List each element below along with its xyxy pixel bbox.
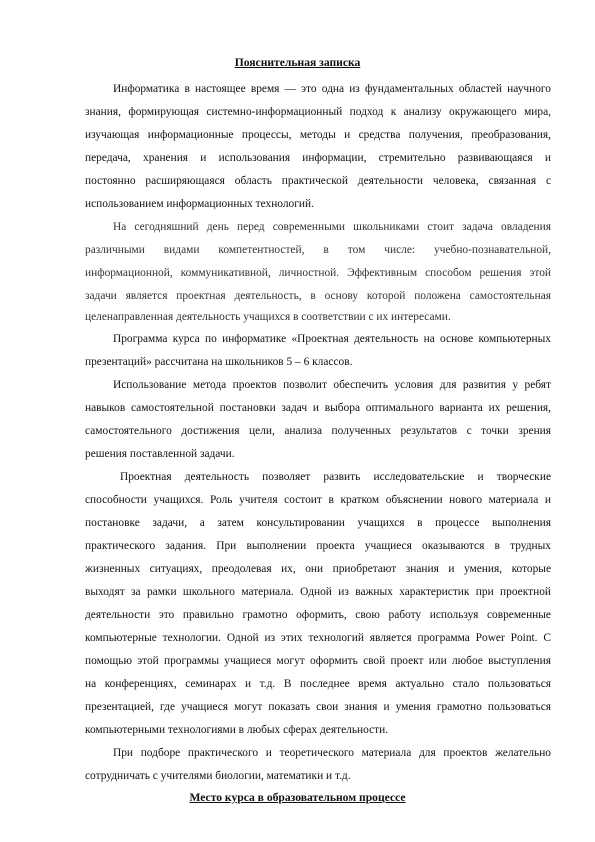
paragraph-5-line-3: постановке задачи, а затем консультировании учащихся в процессе выполнения xyxy=(85,517,551,529)
paragraph-1-line-3: изучающая информационные процессы, методы и средства получения, преобразования, xyxy=(85,129,551,141)
paragraph-4-line-4: решения поставленной задачи. xyxy=(85,448,235,460)
paragraph-5-line-4: практического задания. При выполнении проекта учащиеся оказываются в трудных xyxy=(85,540,551,552)
paragraph-2-line-1: На сегодняшний день перед современными школьниками стоит задача овладения xyxy=(113,221,551,233)
paragraph-5-line-2: способности учащихся. Роль учителя состоит в кратком объяснении нового материала и xyxy=(85,494,551,506)
paragraph-2-line-5: целенаправленная деятельность учащихся в соответствии с их интересами. xyxy=(85,311,451,323)
paragraph-1-line-2: знания, формирующая системно-информационный подход к анализу окружающего мира, xyxy=(85,106,551,118)
paragraph-5-line-11: презентацией, где учащиеся могут показать свои знания и умения грамотно пользоваться xyxy=(85,701,551,713)
paragraph-6-line-1: При подборе практического и теоретического материала для проектов желательно xyxy=(113,747,551,759)
paragraph-1-line-4: передача, хранения и использования информации, стремительно развивающаяся и xyxy=(85,152,551,164)
paragraph-4-line-2: навыков самостоятельной постановки задач и выбора оптимального варианта их решения, xyxy=(85,402,551,414)
paragraph-4-line-3: самостоятельного достижения цели, анализа полученных результатов с точки зрения xyxy=(85,425,551,437)
page-title: Пояснительная записка xyxy=(234,56,361,69)
paragraph-1-line-5: постоянно расширяющаяся область практической деятельности человека, связанная с xyxy=(85,175,551,187)
paragraph-2-line-3: информационной, коммуникативной, личностной. Эффективным способом решения этой xyxy=(85,267,551,279)
paragraph-1-line-6: использованием информационных технологий. xyxy=(85,198,314,210)
paragraph-4-line-1: Использование метода проектов позволит обеспечить условия для развития у ребят xyxy=(113,379,551,391)
paragraph-3-line-2: презентаций» рассчитана на школьников 5 – 6 классов. xyxy=(85,356,353,368)
paragraph-5-line-8: компьютерные технологии. Одной из этих технологий является программа Power Point. С xyxy=(85,632,551,644)
paragraph-6-line-2: сотрудничать с учителями биологии, математики и т.д. xyxy=(85,770,351,782)
paragraph-5-line-9: помощью этой программы учащиеся могут оформить свой проект или любое выступления xyxy=(85,655,551,667)
section-heading: Место курса в образовательном процессе xyxy=(189,791,406,804)
paragraph-1-line-1: Информатика в настоящее время — это одна из фундаментальных областей научного xyxy=(113,83,551,95)
paragraph-5-line-12: компьютерными технологиями в любых сферах деятельности. xyxy=(85,724,389,736)
paragraph-5-line-7: деятельности это правильно грамотно оформить, свою работу используя современные xyxy=(85,609,551,621)
paragraph-5-line-6: выходят за рамки школьного материала. Одной из важных характеристик при проектной xyxy=(85,586,551,598)
paragraph-5-line-5: жизненных ситуациях, преодолевая их, они приобретают знания и умения, которые xyxy=(85,563,551,575)
paragraph-2-line-4: задачи является проектная деятельность, в основу которой положена самостоятельная xyxy=(85,290,551,302)
paragraph-2-line-2: различными видами компетентностей, в том числе: учебно-познавательной, xyxy=(85,244,551,256)
paragraph-3-line-1: Программа курса по информатике «Проектная деятельность на основе компьютерных xyxy=(113,333,551,345)
paragraph-5-line-10: на конференциях, семинарах и т.д. В последнее время актуально стало пользоваться xyxy=(85,678,551,690)
paragraph-5-line-1: Проектная деятельность позволяет развить исследовательские и творческие xyxy=(120,471,551,483)
